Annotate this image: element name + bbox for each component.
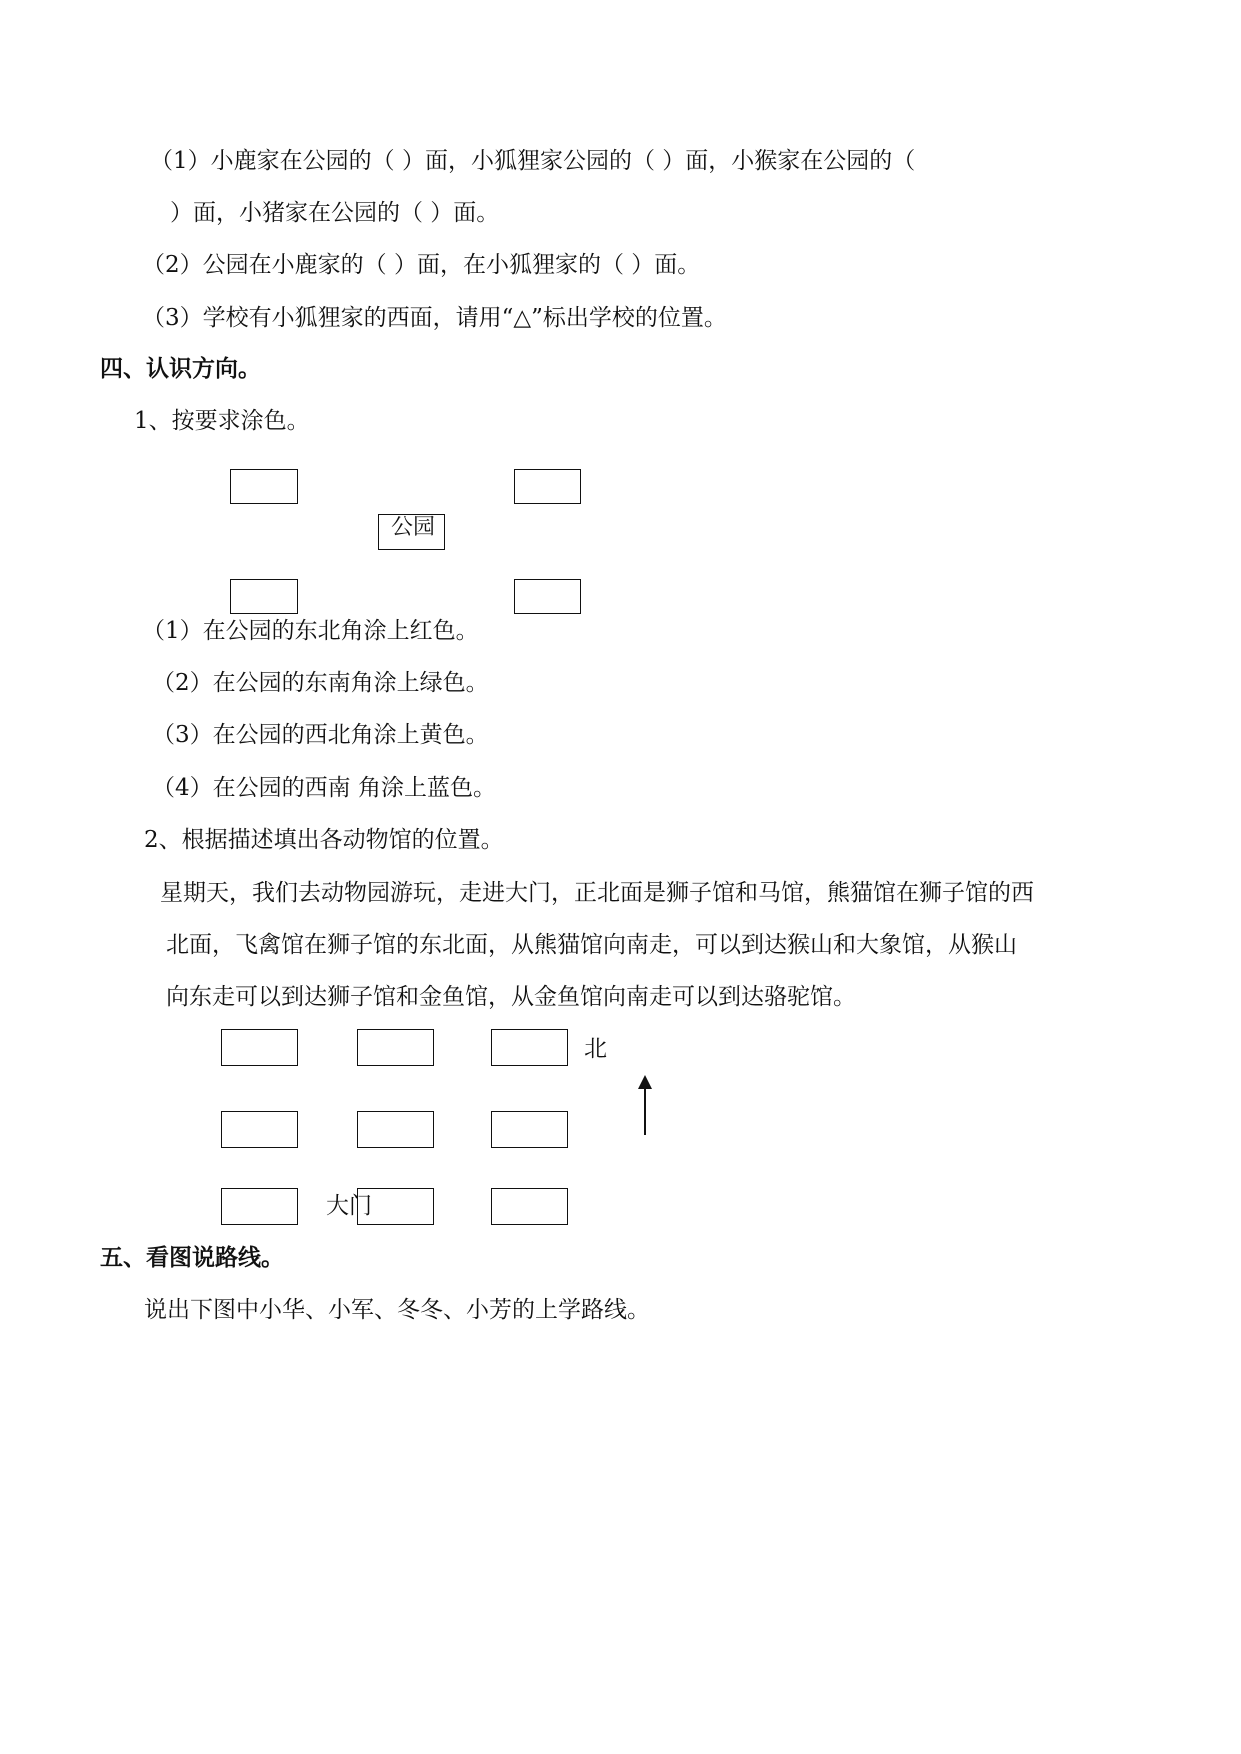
task2-text-line2: 北面，飞禽馆在狮子馆的东北面，从熊猫馆向南走，可以到达猴山和大象馆，从猴山 xyxy=(166,932,1017,958)
zoo-cell-r3c3[interactable] xyxy=(491,1188,568,1225)
task1-item-4: （4）在公园的西南 角涂上蓝色。 xyxy=(152,775,496,801)
zoo-cell-r2c1[interactable] xyxy=(221,1111,298,1148)
section5-title: 五、看图说路线。 xyxy=(100,1245,284,1271)
task2-text-line3: 向东走可以到达狮子馆和金鱼馆，从金鱼馆向南走可以到达骆驼馆。 xyxy=(166,984,856,1010)
task2-title: 2、根据描述填出各动物馆的位置。 xyxy=(144,827,504,853)
q2-line: （2）公园在小鹿家的（ ）面，在小狐狸家的（ ）面。 xyxy=(142,252,701,278)
southeast-box[interactable] xyxy=(514,579,581,614)
southwest-box[interactable] xyxy=(230,579,298,614)
q1-line2: ）面，小猪家在公园的（ ）面。 xyxy=(170,200,500,226)
section5-instruction: 说出下图中小华、小军、冬冬、小芳的上学路线。 xyxy=(144,1297,650,1323)
zoo-cell-r2c3[interactable] xyxy=(491,1111,568,1148)
task1-item-2: （2）在公园的东南角涂上绿色。 xyxy=(152,670,489,696)
task1-title: 1、按要求涂色。 xyxy=(134,408,310,434)
park-label: 公园 xyxy=(391,515,436,540)
zoo-cell-r1c2[interactable] xyxy=(357,1029,434,1066)
task1-item-1: （1）在公园的东北角涂上红色。 xyxy=(142,618,479,644)
zoo-cell-r1c3[interactable] xyxy=(491,1029,568,1066)
north-arrow-shaft xyxy=(644,1087,646,1135)
section4-title: 四、认识方向。 xyxy=(100,356,261,382)
zoo-cell-r1c1[interactable] xyxy=(221,1029,298,1066)
northwest-box[interactable] xyxy=(230,469,298,504)
task2-text-line1: 星期天，我们去动物园游玩，走进大门，正北面是狮子馆和马馆，熊猫馆在狮子馆的西 xyxy=(160,880,1034,906)
gate-label: 大门 xyxy=(326,1193,372,1219)
north-label: 北 xyxy=(584,1036,607,1062)
q3-line: （3）学校有小狐狸家的西面，请用“△”标出学校的位置。 xyxy=(142,305,727,331)
northeast-box[interactable] xyxy=(514,469,581,504)
zoo-cell-r3c1[interactable] xyxy=(221,1188,298,1225)
q1-line1: （1）小鹿家在公园的（ ）面，小狐狸家公园的（ ）面，小猴家在公园的（ xyxy=(150,148,916,174)
park-box xyxy=(378,514,445,550)
task1-item-3: （3）在公园的西北角涂上黄色。 xyxy=(152,722,489,748)
zoo-cell-r2c2[interactable] xyxy=(357,1111,434,1148)
